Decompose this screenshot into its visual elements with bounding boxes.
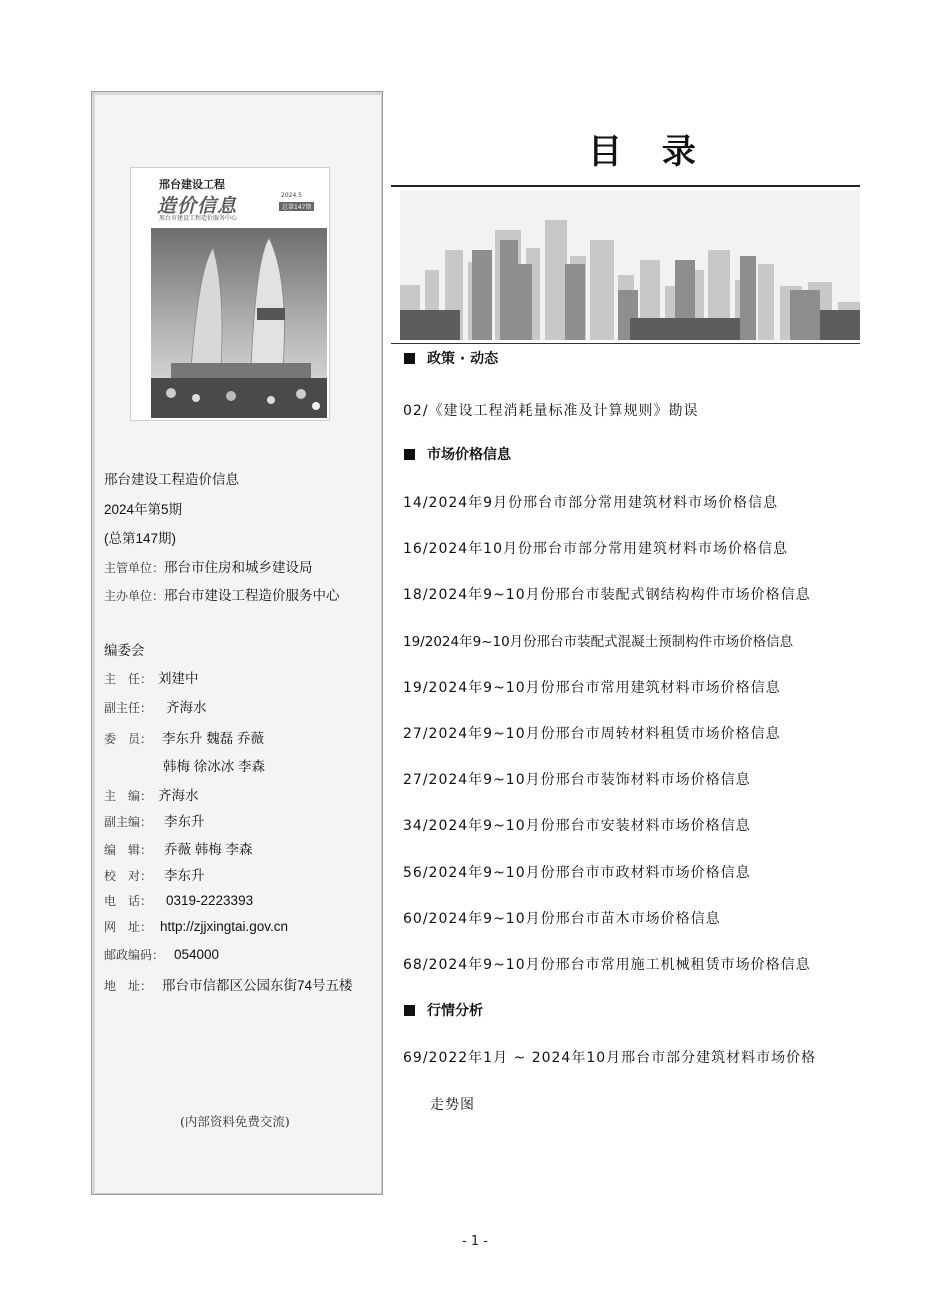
toc-entry[interactable]: 34/2024年9~10月份邢台市安装材料市场价格信息	[403, 818, 751, 834]
toc-entry[interactable]: 69/2022年1月 ~ 2024年10月邢台市部分建筑材料市场价格	[403, 1050, 817, 1066]
cover-title-line1: 邢台建设工程	[159, 178, 225, 191]
toc-entry[interactable]: 02/《建设工程消耗量标准及计算规则》勘误	[403, 403, 699, 419]
director-row: 主 任： 刘建中	[104, 671, 199, 686]
toc-entry[interactable]: 18/2024年9~10月份邢台市装配式钢结构构件市场价格信息	[403, 587, 811, 603]
cover-issue-date: 2024.5	[281, 192, 302, 199]
section-heading-market-price: 市场价格信息	[404, 444, 511, 464]
deputy-director-row: 副主任： 齐海水	[104, 700, 207, 715]
toc-entry[interactable]: 16/2024年10月份邢台市部分常用建筑材料市场价格信息	[403, 541, 788, 557]
page-number: - 1 -	[462, 1234, 488, 1249]
cover-title-line2: 造价信息	[157, 195, 238, 217]
committee-heading: 编委会	[104, 643, 145, 658]
bullet-square-icon	[404, 1005, 415, 1016]
cover-subtitle: 邢台市建设工程造价服务中心	[159, 215, 238, 222]
toc-entry[interactable]: 14/2024年9月份邢台市部分常用建筑材料市场价格信息	[403, 495, 779, 511]
editors-row: 编 辑： 乔薇 韩梅 李森	[104, 842, 253, 857]
deputy-editor-row: 副主编： 李东升	[104, 814, 205, 829]
toc-entry-continuation[interactable]: 走势图	[430, 1097, 475, 1113]
cover-issue-total: 总第147期	[279, 202, 314, 211]
bullet-square-icon	[404, 449, 415, 460]
internal-note: (内部资料免费交流)	[180, 1114, 290, 1129]
chief-editor-row: 主 编： 齐海水	[104, 788, 199, 803]
toc-entry[interactable]: 19/2024年9~10月份邢台市常用建筑材料市场价格信息	[403, 680, 781, 696]
bullet-square-icon	[404, 353, 415, 364]
publication-total-issue: (总第147期)	[104, 531, 177, 546]
proofreader-row: 校 对： 李东升	[104, 868, 205, 883]
toc-entry[interactable]: 68/2024年9~10月份邢台市常用施工机械租赁市场价格信息	[403, 957, 811, 973]
members-row: 委 员： 李东升 魏磊 乔薇	[104, 731, 265, 746]
publication-name: 邢台建设工程造价信息	[104, 472, 239, 487]
city-skyline-banner	[400, 190, 860, 340]
host-row: 主办单位：邢台市建设工程造价服务中心	[104, 588, 340, 603]
publication-issue: 2024年第5期	[104, 502, 183, 517]
postcode-row: 邮政编码： 054000	[104, 947, 220, 962]
toc-entry[interactable]: 19/2024年9~10月份邢台市装配式混凝土预制构件市场价格信息	[403, 634, 794, 650]
cover-photo	[151, 228, 327, 418]
divider	[391, 343, 860, 344]
toc-entry[interactable]: 60/2024年9~10月份邢台市苗木市场价格信息	[403, 911, 721, 927]
section-heading-policy: 政策 · 动态	[404, 348, 498, 368]
address-row: 地 址： 邢台市信都区公园东街74号五楼	[104, 978, 353, 993]
divider	[391, 185, 860, 187]
toc-entry[interactable]: 27/2024年9~10月份邢台市装饰材料市场价格信息	[403, 772, 751, 788]
magazine-cover	[130, 167, 330, 421]
phone-row: 电 话： 0319-2223393	[104, 893, 254, 908]
website-row: 网 址： http://zjjxingtai.gov.cn	[104, 919, 289, 934]
section-heading-market-analysis: 行情分析	[404, 1000, 483, 1020]
supervisor-row: 主管单位：邢台市住房和城乡建设局	[104, 560, 313, 575]
page-title: 目 录	[588, 132, 710, 172]
toc-entry[interactable]: 27/2024年9~10月份邢台市周转材料租赁市场价格信息	[403, 726, 781, 742]
toc-entry[interactable]: 56/2024年9~10月份邢台市市政材料市场价格信息	[403, 865, 751, 881]
website-link: http://zjjxingtai.gov.cn	[160, 919, 289, 934]
members-row-2: 韩梅 徐冰冰 李森	[163, 759, 266, 774]
